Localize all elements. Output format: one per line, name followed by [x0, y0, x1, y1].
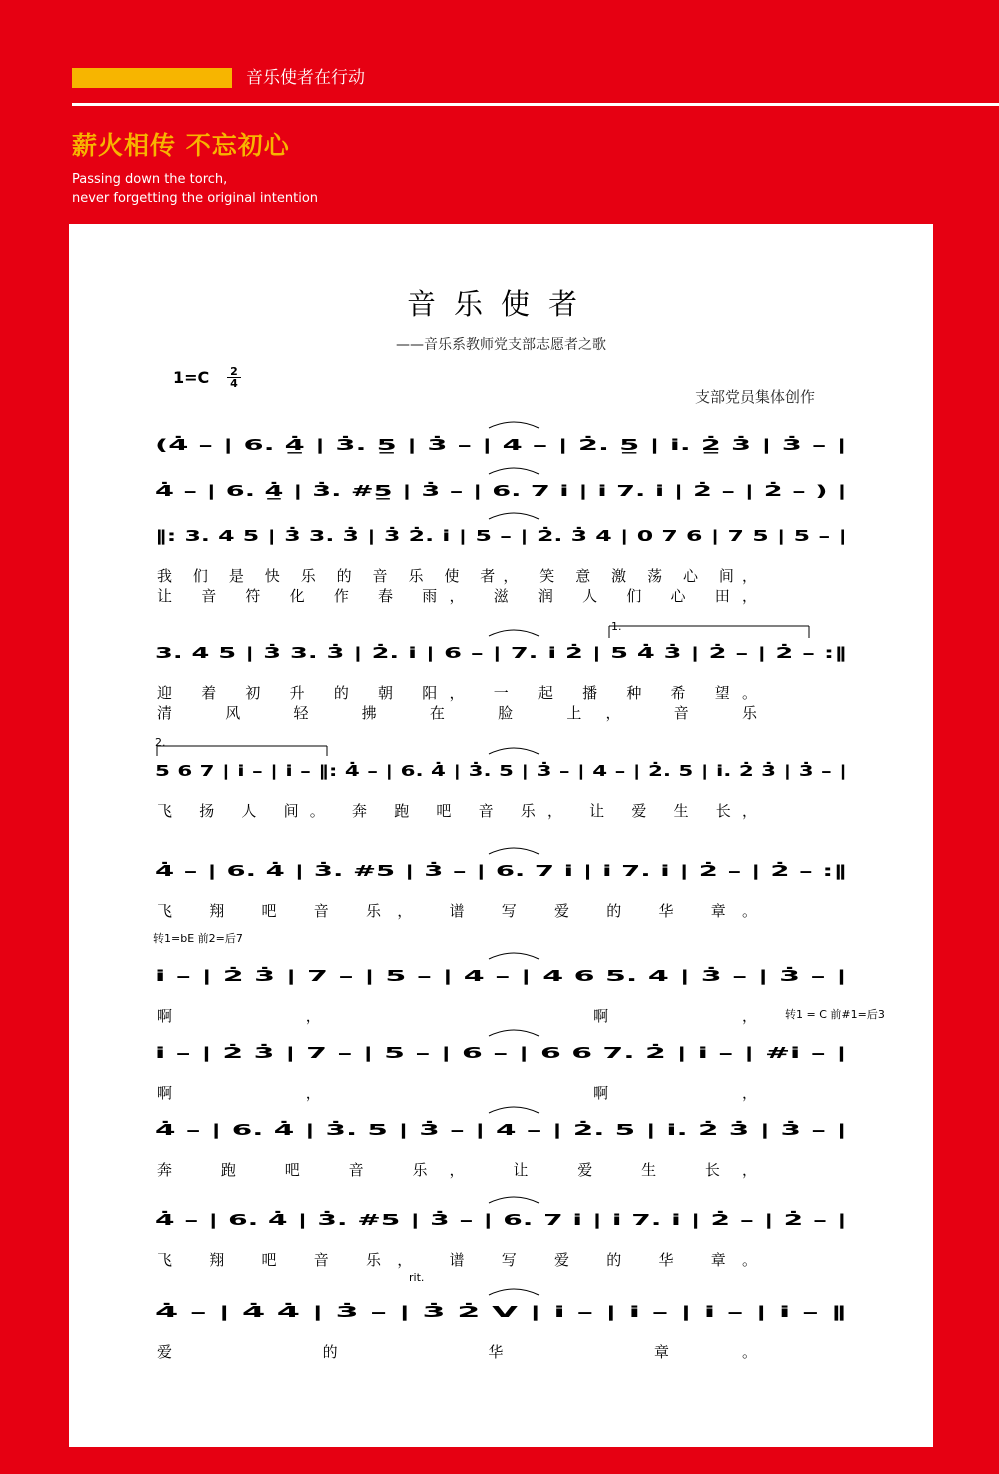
notation-row: 4̇ – | 6. 4̇ | 3̇. #5 | 3̇ – | 6. 7 i | i 7. i | 2̇ – | 2̇ – :‖ [155, 862, 533, 880]
performance-mark: 1. [611, 620, 622, 633]
slogan-english [72, 170, 318, 208]
header-accent-bar [72, 68, 232, 88]
notation-row: 4̇ – | 4̇ 4̇ | 3̇ – | 3̇ 2̇ V | i – | i – | i – | i – ‖ [155, 1303, 466, 1321]
slogan-english-line1: Passing down the torch, [72, 172, 228, 187]
slur-mark [489, 1289, 539, 1295]
song-subtitle: ——音乐系教师党支部志愿者之歌 [396, 337, 606, 353]
slogan-english-line2: never forgetting the original intention [72, 191, 319, 206]
slur-mark [489, 748, 539, 754]
notation-row: 4̇ – | 6. 4̇ | 3̇. 5 | 3̇ – | 4 – | 2̇. 5 | i. 2̇ 3̇ | 3̇ – | [155, 1121, 508, 1139]
slur-mark [489, 953, 539, 959]
slogan-title: 薪火相传 不忘初心 [72, 131, 290, 160]
notation-row: 5 6 7 | i – | i – ‖: 4̇ – | 6. 4̇ | 3̇. 5 | 3̇ – | 4 – | 2̇. 5 | i. 2̇ 3̇ | 3̇ – | [155, 762, 641, 780]
slur-mark [489, 513, 539, 519]
lyrics-line: 飞 翔 吧 音 乐， 谱 写 爱 的 华 章。 [157, 1251, 757, 1269]
slur-mark [489, 1197, 539, 1203]
lyrics-line: 飞 扬 人 间。 奔 跑 吧 音 乐， 让 爱 生 长， [157, 802, 757, 820]
performance-mark: 转1 = C 前#1=后3 [785, 1008, 885, 1021]
slur-mark [489, 422, 539, 428]
notation-row: i – | 2̇ 3̇ | 7 – | 5 – | 6 – | 6 6 7. 2̇ | i – | #i – | [155, 1044, 503, 1062]
lyrics-line: 啊， 啊， [157, 1084, 757, 1102]
time-signature-bottom: 4 [230, 377, 238, 390]
score-notation [69, 224, 933, 1447]
performance-mark: 转1=bE 前2=后7 [153, 932, 243, 945]
slur-mark [489, 1030, 539, 1036]
slur-mark [489, 630, 539, 636]
music-sheet [69, 224, 933, 1447]
lyrics-line: 让 音 符 化 作 春 雨， 滋 润 人 们 心 田， [157, 587, 758, 605]
notation-row: (4̇ – | 6. 4̲̇ | 3̇. 5̲ | 3̇ – | 4 – | 2̇. 5̲ | i. 2̲̇ 3̇ | 3̇ – | [155, 436, 515, 454]
performance-mark: rit. [409, 1271, 425, 1284]
notation-row: ‖: 3. 4 5 | 3̇ 3. 3̇ | 3̇ 2̇. i | 5 – | 2̇. 3̇ 4 | 0 7 6 | 7 5 | 5 – | [155, 527, 595, 545]
lyrics-line: 我 们 是 快 乐 的 音 乐 使 者， 笑 意 激 荡 心 间， [157, 567, 757, 585]
key-signature: 1=C [173, 368, 210, 387]
lyrics-line: 飞 翔 吧 音 乐， 谱 写 爱 的 华 章。 [157, 902, 757, 920]
header-divider [72, 103, 999, 106]
performance-mark: 2. [155, 736, 166, 749]
lyrics-line: 清 风 轻 拂 在 脸 上， 音 乐 [157, 704, 757, 722]
lyrics-line: 爱 的 华 章。 [157, 1343, 757, 1361]
slur-mark [489, 468, 539, 474]
slur-mark [489, 848, 539, 854]
lyrics-line: 啊， 啊， [157, 1007, 757, 1025]
lyrics-line: 奔 跑 吧 音 乐， 让 爱 生 长， [157, 1161, 757, 1179]
song-title: 音乐使者 [406, 287, 595, 321]
notation-row: i – | 2̇ 3̇ | 7 – | 5 – | 4 – | 4 6 5. 4 | 3̇ – | 3̇ – | [155, 967, 501, 985]
song-author: 支部党员集体创作 [694, 388, 815, 406]
lyrics-line: 迎 着 初 升 的 朝 阳， 一 起 播 种 希 望。 [157, 684, 758, 702]
notation-row: 4̇ – | 6. 4̇ | 3̇. #5 | 3̇ – | 6. 7 i | i 7. i | 2̇ – | 2̇ – | [155, 1211, 525, 1229]
notation-row: 4̇ – | 6. 4̲̇ | 3̇. #5̲ | 3̇ – | 6. 7 i | i 7. i | 2̇ – | 2̇ – ) | [155, 482, 538, 500]
slur-mark [489, 1107, 539, 1113]
section-title: 音乐使者在行动 [246, 68, 365, 88]
time-signature-top: 2 [227, 366, 241, 378]
notation-row: 3. 4 5 | 3̇ 3. 3̇ | 2̇. i | 6 – | 7. i 2̇ | 5 4̇ 3̇ | 2̇ – | 2̇ – :‖ [155, 644, 560, 662]
